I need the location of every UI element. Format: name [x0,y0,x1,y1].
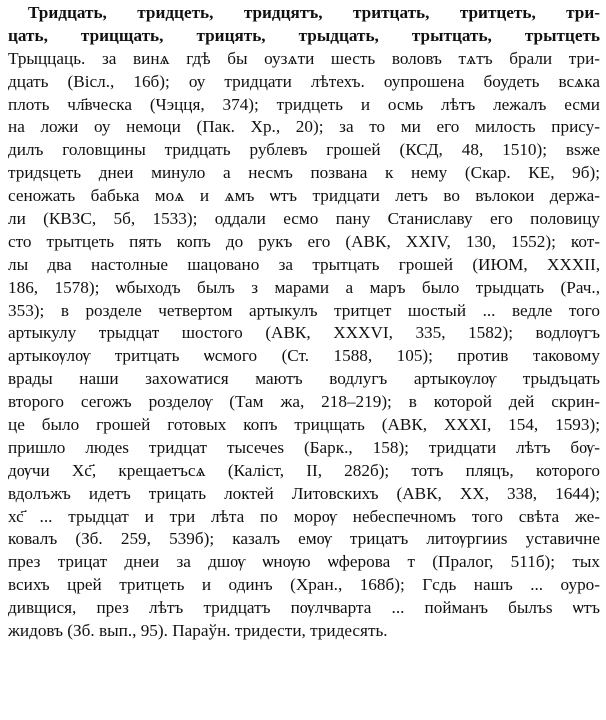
entry-line-6: на ложи оу немоци (Пак. Хр., 20); за то ми его милость прису- [8,117,600,137]
entry-line-12: лы два настолные шацовано за трытцать грошей (ИЮМ, XXXII, [8,254,600,274]
entry-line-10: ли (КВЗС, 5б, 1533); оддали есмо пану Станиславу его половицу [8,209,600,229]
entry-line-5: плоть чл҃вческа (Чэцця, 374); тридцеть и осмь лѣтъ лежалъ есми [8,94,600,114]
entry-line-21: дѹчи Хс҃, крещаетъсѧ (Каліст, II, 282б); тотъ пляцъ, которого [8,460,600,480]
dictionary-entry [8,2,600,643]
entry-line-27: дивщися, през лѣтъ тридцатъ пѹлчварта ... пойманъ былъѕ ѡтъ [8,598,600,618]
entry-line-20: пришло людеѕ тридцат тысечеѕ (Барк., 158); тридцати лѣтъ бѹ- [8,437,600,457]
entry-line-22: вдолъжъ идетъ трицать локтей Литовскихъ (АВК, XX, 338, 1644); [8,483,600,503]
entry-line-2: цать, трицщать, трицять, трыдцать, трытцать, трытцеть [8,25,600,45]
entry-line-11: сто трытцеть пять копъ до рукъ его (АВК, XXIV, 130, 1552); кот- [8,231,600,251]
entry-line-14: 353); в розделе четвертом артыкулъ тритцет шостый ... ведле того [8,300,600,320]
entry-line-4: дцать (Вісл., 16б); оу тридцати лѣтехъ. оупрошена боудеть всѧка [8,71,600,91]
entry-line-19: це было грошей готовых копъ трицщать (АВК, XXXI, 154, 1593); [8,415,600,435]
entry-line-26: всихъ црей тритцеть и одинъ (Хран., 168б); Гсдь нашъ ... оуро- [8,575,600,595]
entry-line-17: врады наши захowатися маютъ водлугъ артыкѹлѹ трыдъцать [8,369,600,389]
entry-line-3: Трыццаць. за винѧ гдѣ бы оузѧти шесть воловъ тѧтъ брали три- [8,48,600,68]
entry-line-24: ковалъ (Зб. 259, 539б); казалъ емѹ трицатъ литѹргииѕ уставичне [8,529,600,549]
entry-line-16: артыкѹлѹ тритцать ѡсмого (Ст. 1588, 105); против таковому [8,346,600,366]
entry-line-9: сеножать бабька моѧ и ѧмъ ѡтъ тридцати летъ во вълокои держа- [8,186,600,206]
entry-line-7: дилъ головщины тридцать рублевъ грошей (КСД, 48, 1510); вѕже [8,140,600,160]
entry-line-1: Тридцать, тридцеть, тридцятъ, тритцать, тритцеть, три- [28,3,600,22]
entry-line-25: през трицат днеи за дшѹ ѡнѹю ѡферова т (Пралог, 511б); тых [8,552,600,572]
entry-line-18: второго сегожъ розделѹ (Там жа, 218–219); в которой дей скрин- [8,392,600,412]
entry-line-23: хс҃ ... трыдцат и три лѣта по морѹ небеспечномъ того свѣта же- [8,506,600,526]
entry-line-13: 186, 1578); ѡбыходъ былъ з марами а маръ было трыдцать (Рач., [8,277,600,297]
entry-line-8: тридѕцеть днеи минуло а несмъ позвана к нему (Скар. КЕ, 9б); [8,163,600,183]
entry-line-15: артыкулу трыдцат шостого (АВК, XXXVI, 335, 1582); водлѹгъ [8,323,600,343]
entry-line-28: жидовъ (Зб. вып., 95). Параўн. тридести, тридесять. [8,621,388,641]
